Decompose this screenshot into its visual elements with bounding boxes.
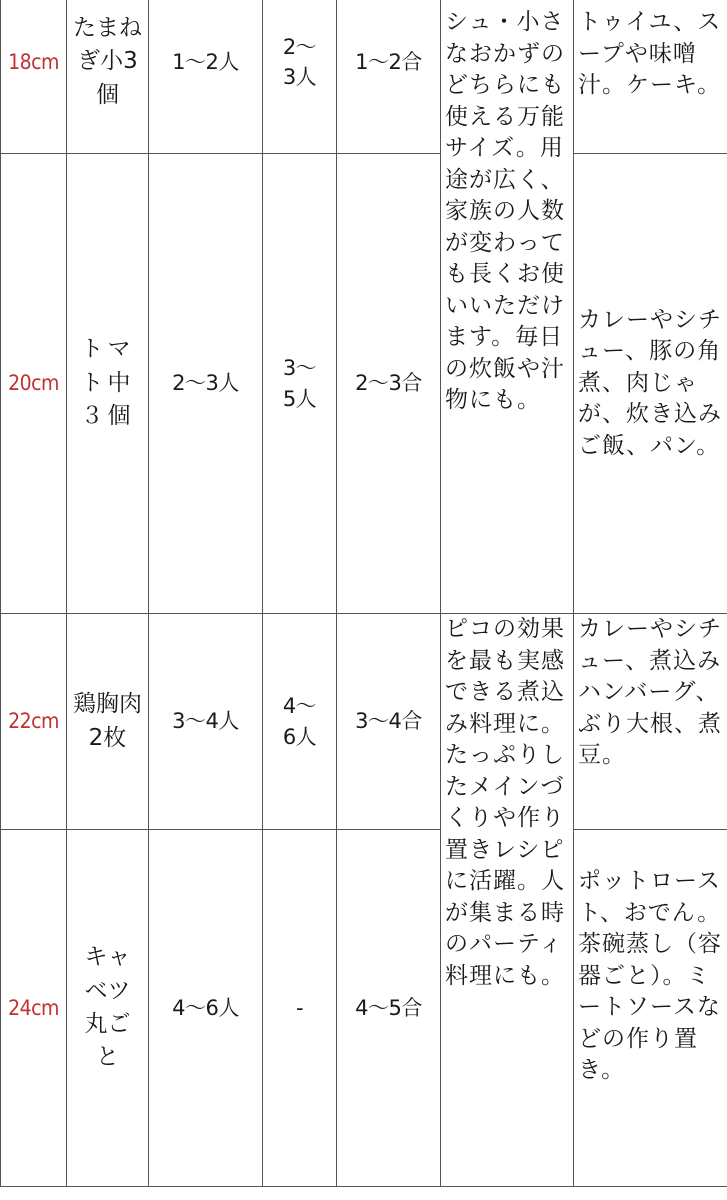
servings-alt-cell (263, 154, 337, 614)
food-example: キャベツ丸ごと (84, 944, 131, 1071)
size-cell: 24cm (1, 830, 67, 1187)
servings-cell: 2〜3人 (149, 154, 263, 614)
rice-cell: 3〜4合 (337, 614, 441, 830)
rice-cell: 2〜3合 (337, 154, 441, 614)
rice-cell: 4〜5合 (337, 830, 441, 1187)
table-row-24cm (1, 830, 727, 1187)
food-example-cell (67, 830, 149, 1187)
table-row-20cm (1, 154, 727, 614)
servings-alt: 2〜3人 (282, 34, 317, 89)
servings-alt: 3〜5人 (282, 356, 317, 411)
table-row-18cm (1, 0, 727, 154)
table-row-22cm (1, 614, 727, 830)
size-cell: 22cm (1, 614, 67, 830)
dishes-cell: ポットロースト、おでん。茶碗蒸し（容器ごと）。ミートソースなどの作り置き。 (574, 830, 727, 1187)
servings-cell: 3〜4人 (149, 614, 263, 830)
dishes-cell: カレーやシチュー、豚の角煮、肉じゃが、炊き込みご飯、パン。 (574, 154, 727, 614)
food-example-cell (67, 154, 149, 614)
servings-alt-cell (263, 614, 337, 830)
servings-cell: 4〜6人 (149, 830, 263, 1187)
dishes-cell: カレーやシチュー、煮込みハンバーグ、ぶり大根、煮豆。 (574, 614, 727, 830)
food-example: トマト中３個 (80, 336, 135, 430)
rice-cell: 1〜2合 (337, 0, 441, 154)
dishes-cell: トゥイユ、スープや味噌汁。ケーキ。 (574, 0, 727, 154)
food-example: たまねぎ小3個 (73, 14, 142, 108)
size-cell: 18cm (1, 0, 67, 154)
servings-cell: 1〜2人 (149, 0, 263, 154)
group-note-cell: シュ・小さなおかずのどちらにも使える万能サイズ。用途が広く、家族の人数が変わっても長くお使いいただけます。毎日の炊飯や汁物にも。 (441, 0, 574, 614)
food-example-cell (67, 0, 149, 154)
group-note-cell: ピコの効果を最も実感できる煮込み料理に。たっぷりしたメインづくりや作り置きレシピに活躍。人が集まる時のパーティ料理にも。 (441, 614, 574, 1187)
size-cell: 20cm (1, 154, 67, 614)
food-example-cell (67, 614, 149, 830)
servings-alt: 4〜6人 (282, 694, 317, 749)
food-example: 鶏胸肉2枚 (73, 691, 142, 751)
servings-alt-cell (263, 0, 337, 154)
servings-alt-cell: - (263, 830, 337, 1187)
